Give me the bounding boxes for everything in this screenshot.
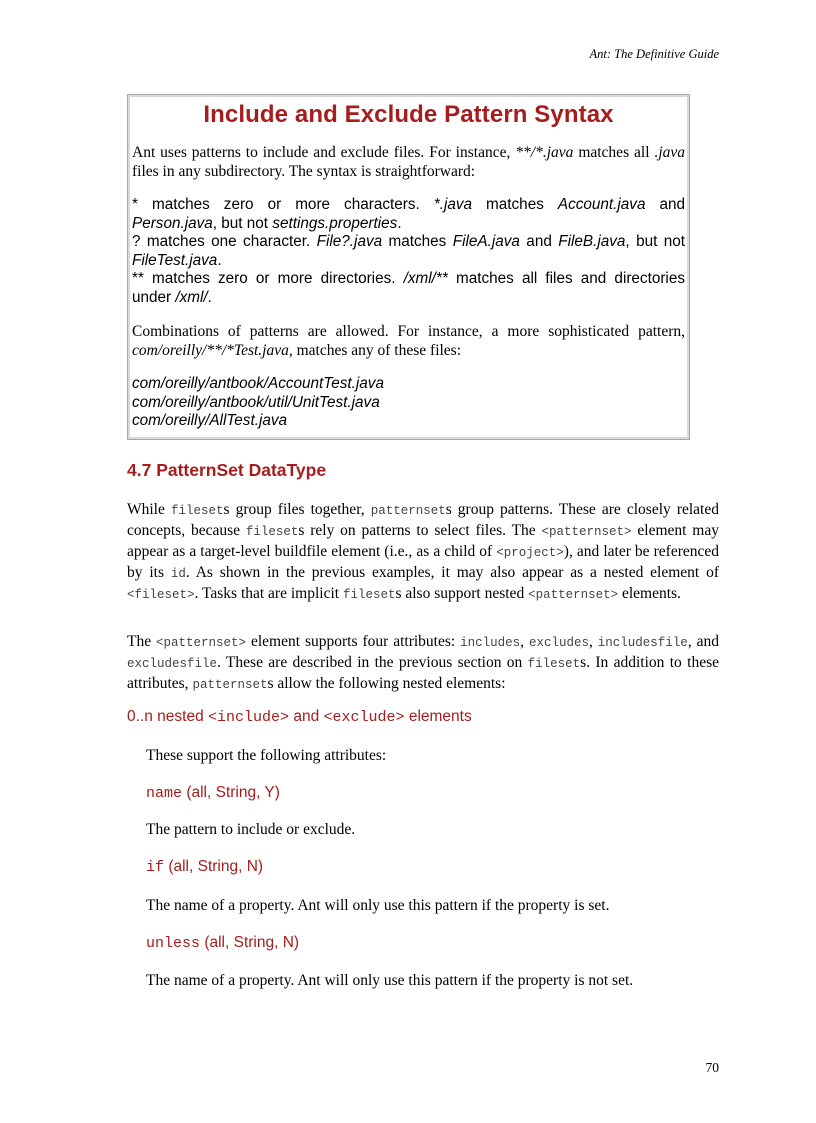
section-heading: 4.7 PatternSet DataType bbox=[127, 460, 327, 480]
support-text: These support the following attributes: bbox=[146, 747, 387, 764]
patternset-intro-paragraph: While filesets group files together, patternsets group patterns. These are closely related concepts, because filesets rely on patterns to select files. The <patternset> element may appear as a target-level buildfile element (i.e., as a child of <project>), and later be referenced by its id. As shown in the previous examples, it may also appear as a nested element of <fileset>. Tasks that are implicit filesets also support nested <patternset> elements. bbox=[127, 501, 719, 602]
attribute-if-desc: The name of a property. Ant will only use this pattern if the property is set. bbox=[146, 897, 610, 914]
rule-star: * matches zero or more characters. *.java matches Account.java and Person.java, but not settings.properties. bbox=[132, 196, 686, 232]
example-file-1: com/oreilly/antbook/AccountTest.java bbox=[132, 375, 384, 392]
page-number: 70 bbox=[705, 1060, 719, 1075]
sidebar-title: Include and Exclude Pattern Syntax bbox=[203, 101, 614, 128]
patternset-attributes-paragraph: The <patternset> element supports four attributes: includes, excludes, includesfile, and excludesfile. These are described in the previous section on filesets. In addition to these attributes, patternsets allow the following nested elements: bbox=[127, 633, 720, 692]
attribute-name-heading: name (all, String, Y) bbox=[146, 784, 280, 802]
rule-question: ? matches one character. File?.java matches FileA.java and FileB.java, but not FileTest.java. bbox=[132, 233, 686, 269]
sidebar-intro: Ant uses patterns to include and exclude files. For instance, **/*.java matches all .java files in any subdirectory. The syntax is straightforward: bbox=[132, 144, 686, 180]
combination-paragraph: Combinations of patterns are allowed. For instance, a more sophisticated pattern, com/oreilly/**/*Test.java, matches any of these files: bbox=[132, 323, 685, 359]
example-file-3: com/oreilly/AllTest.java bbox=[132, 412, 288, 429]
rule-double-star: ** matches zero or more directories. /xml/** matches all files and directories under /xml/. bbox=[132, 270, 685, 306]
running-header: Ant: The Definitive Guide bbox=[589, 47, 719, 61]
example-file-2: com/oreilly/antbook/util/UnitTest.java bbox=[132, 393, 380, 411]
attribute-if-heading: if (all, String, N) bbox=[146, 858, 264, 876]
pattern-syntax-sidebar bbox=[127, 94, 690, 440]
attribute-name-desc: The pattern to include or exclude. bbox=[146, 821, 356, 838]
attribute-unless-desc: The name of a property. Ant will only use this pattern if the property is not set. bbox=[146, 972, 634, 989]
nested-elements-heading: 0..n nested <include> and <exclude> elements bbox=[127, 708, 472, 726]
attribute-unless-heading: unless (all, String, N) bbox=[146, 934, 300, 952]
